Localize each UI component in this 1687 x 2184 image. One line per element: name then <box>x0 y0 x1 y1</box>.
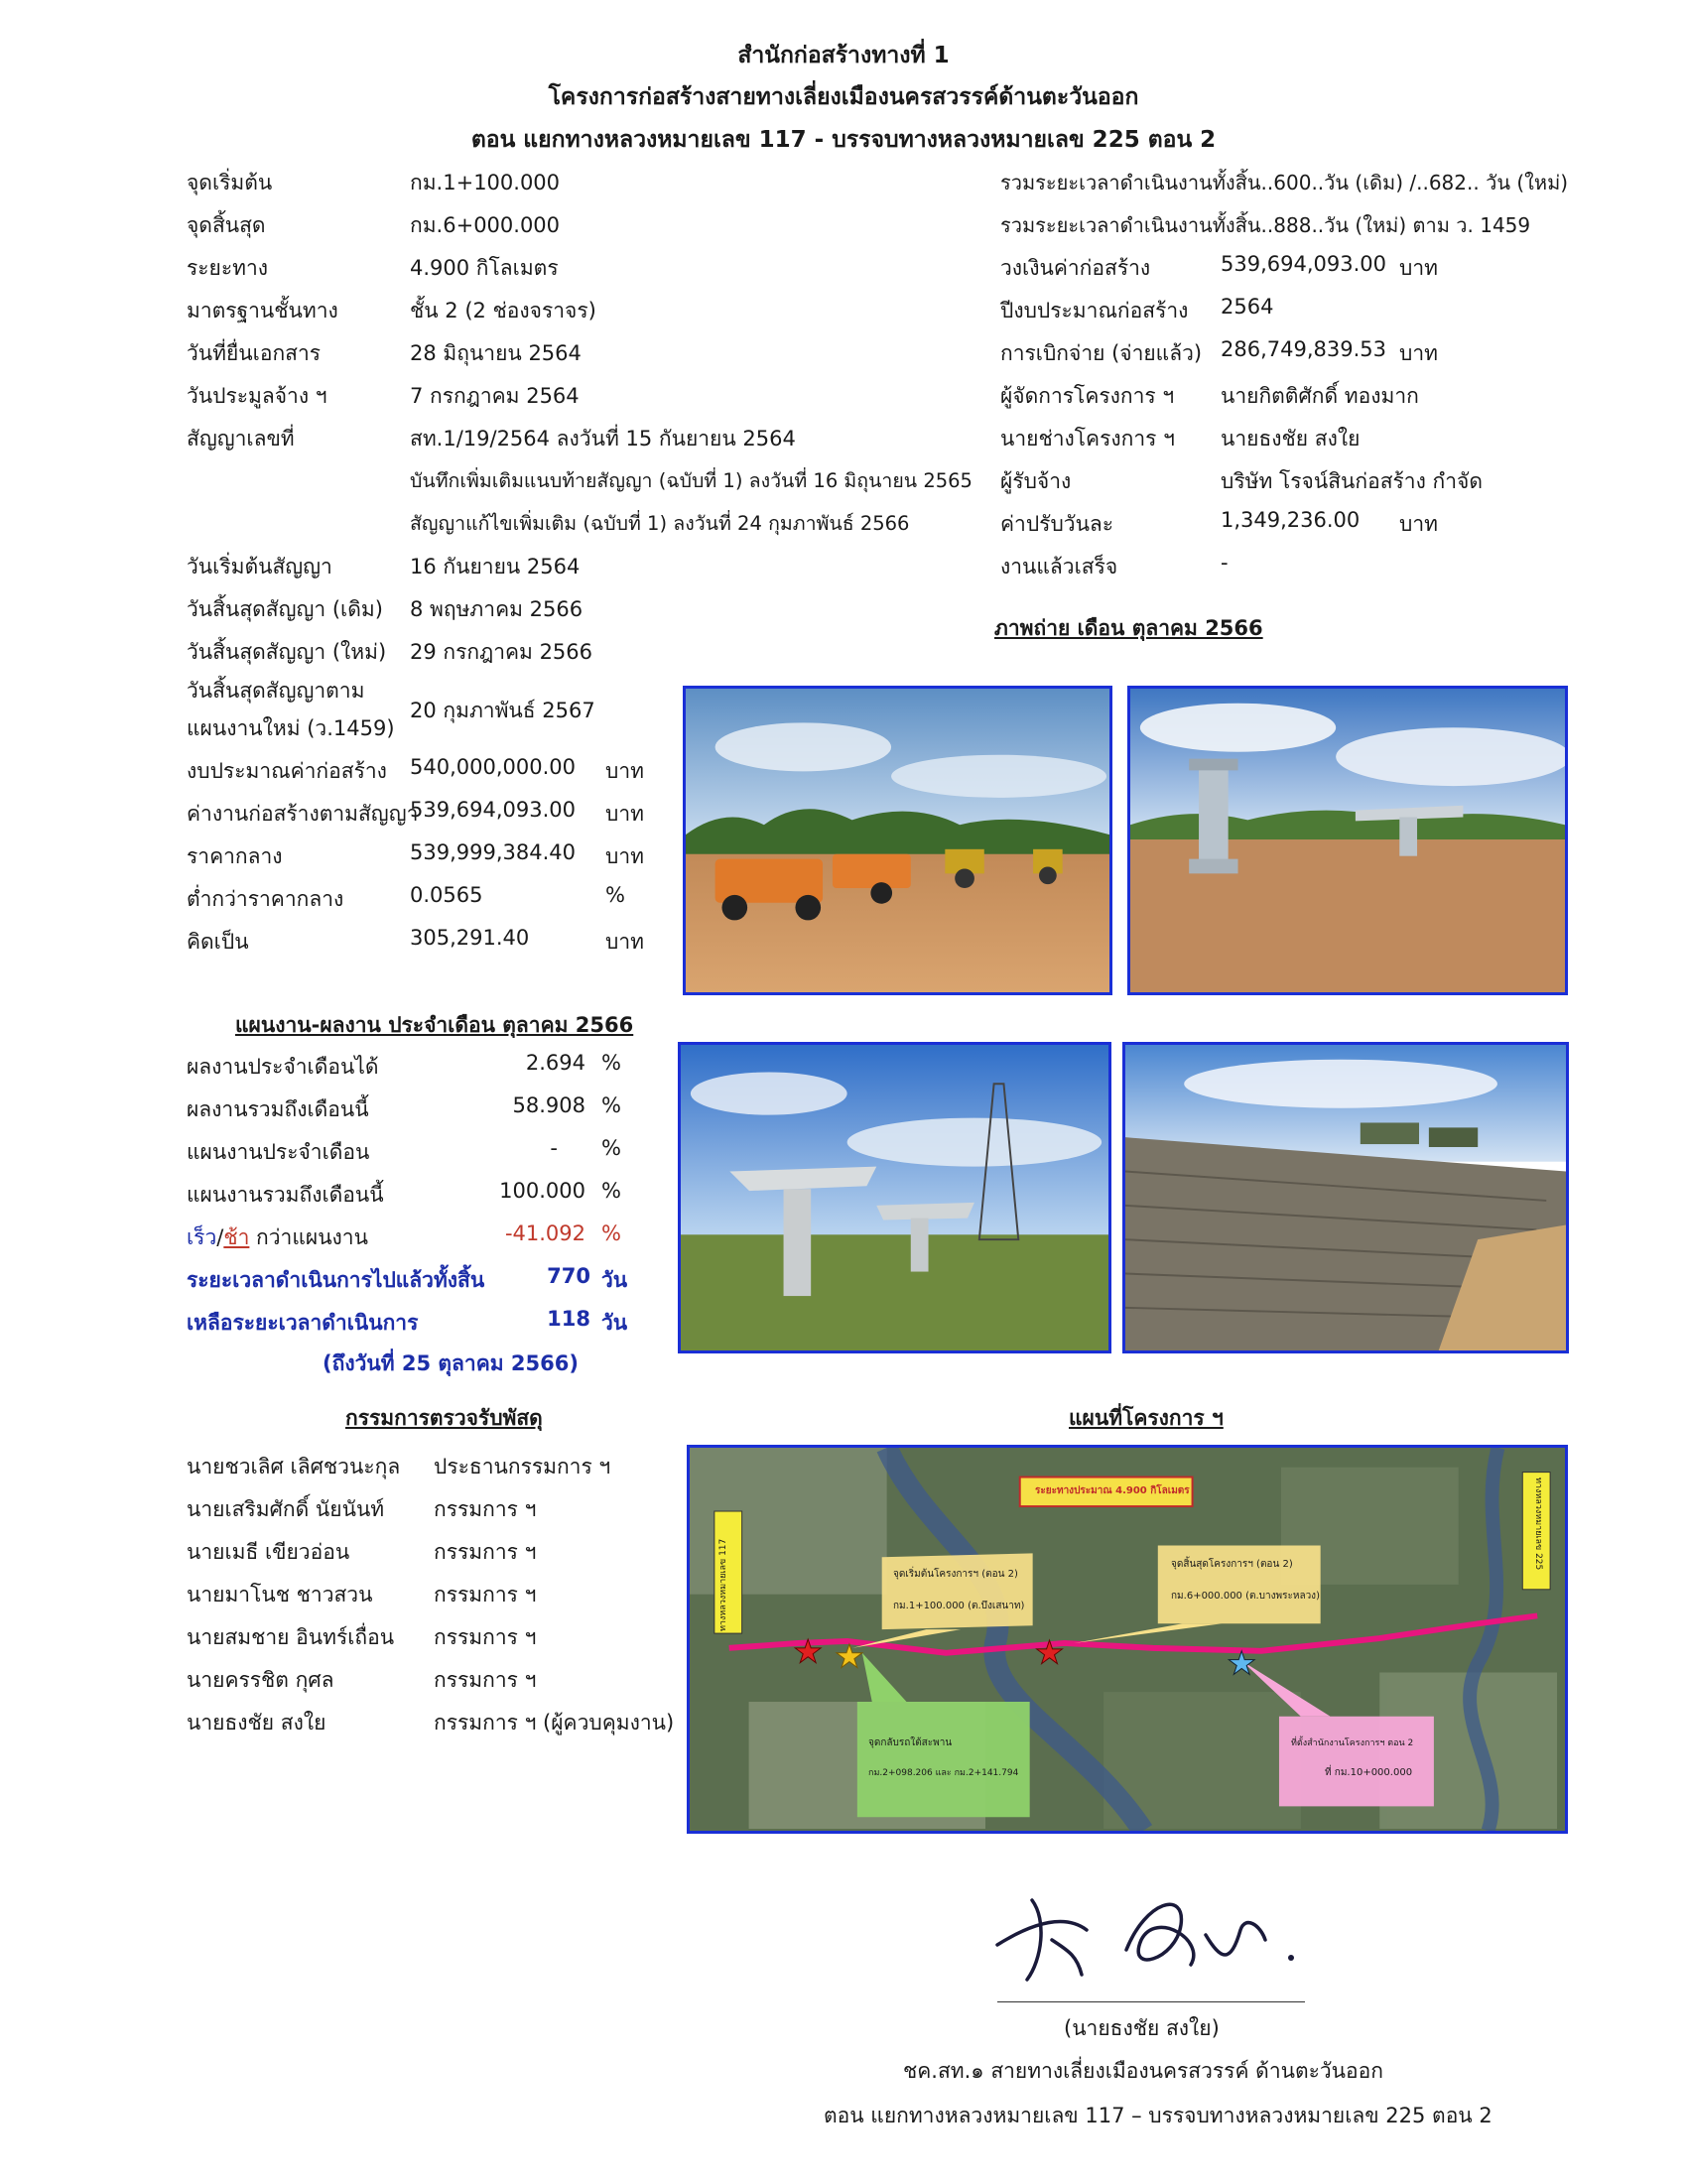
progress-label: ผลงานประจำเดือนได้ <box>187 1055 379 1079</box>
date-value: 29 กรกฎาคม 2566 <box>410 640 593 664</box>
new-plan-value: 20 กุมภาพันธ์ 2567 <box>410 699 595 722</box>
money-unit: บาท <box>605 844 644 868</box>
member-role: กรรมการ ฯ <box>434 1668 537 1692</box>
remaining-unit: วัน <box>601 1311 628 1335</box>
map-title: แผนที่โครงการ ฯ <box>1069 1406 1224 1430</box>
map-office-km: ที่ กม.10+000.000 <box>1325 1767 1413 1778</box>
signature-image <box>977 1880 1315 1999</box>
member-name: นายชวเลิศ เลิศชวนะกุล <box>187 1455 401 1478</box>
money-label: ต่ำกว่าราคากลาง <box>187 887 344 911</box>
remaining-value: 118 <box>547 1307 590 1331</box>
right-label: ผู้รับจ้าง <box>1000 469 1072 493</box>
signer-section: ตอน แยกทางหลวงหมายเลข 117 – บรรจบทางหลวงหมายเลข 225 ตอน 2 <box>824 2104 1492 2127</box>
contract-note: บันทึกเพิ่มเติมแนบท้ายสัญญา (ฉบับที่ 1) ลงวันที่ 16 มิถุนายน 2565 <box>410 469 973 492</box>
remaining-label: เหลือระยะเวลาดำเนินการ <box>187 1311 419 1335</box>
vs-plan-label: กว่าแผนงาน <box>249 1225 368 1249</box>
progress-value: 2.694 <box>525 1051 585 1075</box>
progress-value: - <box>550 1136 558 1160</box>
info-label: วันประมูลจ้าง ฯ <box>187 384 327 408</box>
info-label: จุดสิ้นสุด <box>187 213 266 237</box>
info-value: กม.1+100.000 <box>410 171 561 194</box>
info-label: ระยะทาง <box>187 256 269 280</box>
header-line-2: โครงการก่อสร้างสายทางเลี่ยงเมืองนครสวรรค์ด้านตะวันออก <box>548 84 1139 110</box>
photo-road-grading-image <box>686 689 1109 992</box>
right-label: งานแล้วเสร็จ <box>1000 555 1118 578</box>
right-unit: บาท <box>1399 256 1438 280</box>
money-value: 540,000,000.00 <box>410 755 576 779</box>
right-unit: บาท <box>1399 512 1438 536</box>
duration-new: รวมระยะเวลาดำเนินงานทั้งสิ้น..888..วัน (ใหม่) ตาม ว. 1459 <box>1000 213 1531 237</box>
photo-slope-protection <box>1122 1042 1569 1353</box>
right-label: การเบิกจ่าย (จ่ายแล้ว) <box>1000 341 1203 365</box>
duration-old-new: รวมระยะเวลาดำเนินงานทั้งสิ้น..600..วัน (เดิม) /..682.. วัน (ใหม่) <box>1000 171 1569 194</box>
money-value: 305,291.40 <box>410 926 530 950</box>
info-value: ชั้น 2 (2 ช่องจราจร) <box>410 299 596 322</box>
right-label: วงเงินค่าก่อสร้าง <box>1000 256 1151 280</box>
right-value: บริษัท โรจน์สินก่อสร้าง กำจัด <box>1221 469 1483 493</box>
money-unit: บาท <box>605 802 644 826</box>
progress-label: แผนงานรวมถึงเดือนนี้ <box>187 1183 384 1207</box>
member-role: กรรมการ ฯ <box>434 1540 537 1564</box>
progress-label: ผลงานรวมถึงเดือนนี้ <box>187 1097 369 1121</box>
member-name: นายเสริมศักดิ์ นัยนันท์ <box>187 1497 385 1521</box>
progress-unit: % <box>601 1136 621 1160</box>
photo-pier-caps-image <box>681 1045 1108 1350</box>
info-label: จุดเริ่มต้น <box>187 171 273 194</box>
progress-value: 58.908 <box>512 1093 585 1117</box>
info-value: สท.1/19/2564 ลงวันที่ 15 กันยายน 2564 <box>410 427 796 450</box>
map-start-km: กม.1+100.000 (ต.บึงเสนาท) <box>893 1601 1025 1611</box>
money-value: 539,999,384.40 <box>410 840 576 864</box>
member-role: กรรมการ ฯ <box>434 1497 537 1521</box>
member-role: ประธานกรรมการ ฯ <box>434 1455 611 1478</box>
header-line-3: ตอน แยกทางหลวงหมายเลข 117 - บรรจบทางหลวงหมายเลข 225 ตอน 2 <box>470 127 1217 153</box>
member-role: กรรมการ ฯ (ผู้ควบคุมงาน) <box>434 1711 675 1734</box>
money-unit: บาท <box>605 930 644 954</box>
map-distance-label: ระยะทางประมาณ 4.900 กิโลเมตร <box>1035 1485 1190 1496</box>
as-of-date: (ถึงวันที่ 25 ตุลาคม 2566) <box>323 1351 579 1375</box>
progress-label: แผนงานประจำเดือน <box>187 1140 370 1164</box>
map-start-title: จุดเริ่มต้นโครงการฯ (ตอน 2) <box>893 1569 1018 1580</box>
info-label: สัญญาเลขที่ <box>187 427 295 450</box>
fast-slow-label <box>187 1221 368 1254</box>
elapsed-unit: วัน <box>601 1268 628 1292</box>
member-name: นายครรชิต กุศล <box>187 1668 334 1692</box>
signature-line <box>997 2001 1305 2002</box>
right-value: 539,694,093.00 <box>1221 252 1386 276</box>
right-value: 286,749,839.53 <box>1221 337 1386 361</box>
money-value: 539,694,093.00 <box>410 798 576 822</box>
photo-section-title: ภาพถ่าย เดือน ตุลาคม 2566 <box>994 616 1263 640</box>
photo-bridge-pier <box>1127 686 1568 995</box>
committee-title: กรรมการตรวจรับพัสดุ <box>345 1406 543 1430</box>
photo-slope-protection-image <box>1125 1045 1566 1350</box>
money-label: งบประมาณค่าก่อสร้าง <box>187 759 387 783</box>
right-value: 1,349,236.00 <box>1221 508 1361 532</box>
info-value: กม.6+000.000 <box>410 213 561 237</box>
photo-bridge-pier-image <box>1130 689 1565 992</box>
fast-label: เร็ว <box>187 1225 217 1249</box>
right-label: ผู้จัดการโครงการ ฯ <box>1000 384 1175 408</box>
header-line-1: สำนักก่อสร้างทางที่ 1 <box>737 43 950 68</box>
date-label: วันสิ้นสุดสัญญา (ใหม่) <box>187 640 387 664</box>
map-cross-title: จุดกลับรถใต้สะพาน <box>868 1737 953 1748</box>
map-hw117-label: ทางหลวงหมายเลข 117 <box>718 1538 728 1631</box>
map-end-km: กม.6+000.000 (ต.บางพระหลวง) <box>1171 1591 1320 1602</box>
date-label: วันเริ่มต้นสัญญา <box>187 555 332 578</box>
progress-unit: % <box>601 1179 621 1203</box>
right-label: ปีงบประมาณก่อสร้าง <box>1000 299 1189 322</box>
new-plan-label-1: วันสิ้นสุดสัญญาตาม <box>187 679 365 703</box>
right-label: ค่าปรับวันละ <box>1000 512 1114 536</box>
info-label: วันที่ยื่นเอกสาร <box>187 341 322 365</box>
money-label: ค่างานก่อสร้างตามสัญญา <box>187 802 419 826</box>
photo-road-grading <box>683 686 1112 995</box>
date-value: 16 กันยายน 2564 <box>410 555 581 578</box>
slow-label: ช้า <box>223 1225 250 1249</box>
map-office-title: ที่ตั้งสำนักงานโครงการฯ ตอน 2 <box>1291 1738 1414 1748</box>
signer-name: (นายธงชัย สงใย) <box>1064 2016 1220 2040</box>
progress-value: 100.000 <box>499 1179 585 1203</box>
member-name: นายเมธี เขียวอ่อน <box>187 1540 350 1564</box>
slash: / <box>216 1225 224 1249</box>
new-plan-label-2: แผนงานใหม่ (ว.1459) <box>187 716 395 740</box>
money-unit: บาท <box>605 759 644 783</box>
elapsed-label: ระยะเวลาดำเนินการไปแล้วทั้งสิ้น <box>187 1268 485 1292</box>
date-label: วันสิ้นสุดสัญญา (เดิม) <box>187 597 383 621</box>
member-name: นายสมชาย อินทร์เถื่อน <box>187 1625 395 1649</box>
contract-note: สัญญาแก้ไขเพิ่มเติม (ฉบับที่ 1) ลงวันที่ 24 กุมภาพันธ์ 2566 <box>410 512 910 535</box>
progress-title: แผนงาน-ผลงาน ประจำเดือน ตุลาคม 2566 <box>235 1013 634 1037</box>
right-label: นายช่างโครงการ ฯ <box>1000 427 1175 450</box>
info-value: 28 มิถุนายน 2564 <box>410 341 582 365</box>
progress-unit: % <box>601 1051 621 1075</box>
right-unit: บาท <box>1399 341 1438 365</box>
member-name: นายธงชัย สงใย <box>187 1711 326 1734</box>
diff-value: -41.092 <box>504 1221 585 1245</box>
right-value: 2564 <box>1221 295 1274 319</box>
project-map <box>687 1445 1568 1834</box>
member-name: นายมาโนช ชาวสวน <box>187 1583 373 1606</box>
money-label: คิดเป็น <box>187 930 249 954</box>
photo-pier-caps <box>678 1042 1111 1353</box>
member-role: กรรมการ ฯ <box>434 1583 537 1606</box>
member-role: กรรมการ ฯ <box>434 1625 537 1649</box>
elapsed-value: 770 <box>547 1264 590 1288</box>
signer-position: ชค.สท.๑ สายทางเลี่ยงเมืองนครสวรรค์ ด้านตะวันออก <box>903 2059 1383 2083</box>
right-value: - <box>1221 551 1229 575</box>
money-unit: % <box>605 883 625 907</box>
right-value: นายธงชัย สงใย <box>1221 427 1361 450</box>
info-value: 4.900 กิโลเมตร <box>410 256 559 280</box>
map-hw225-label: ทางหลวงหมายเลข 225 <box>1533 1477 1543 1571</box>
info-label: มาตรฐานชั้นทาง <box>187 299 338 322</box>
diff-unit: % <box>601 1221 621 1245</box>
info-value: 7 กรกฎาคม 2564 <box>410 384 580 408</box>
money-label: ราคากลาง <box>187 844 283 868</box>
right-value: นายกิตติศักดิ์ ทองมาก <box>1221 384 1419 408</box>
map-cross-km: กม.2+098.206 และ กม.2+141.794 <box>868 1768 1019 1778</box>
project-map-image <box>690 1448 1565 1831</box>
date-value: 8 พฤษภาคม 2566 <box>410 597 584 621</box>
money-value: 0.0565 <box>410 883 483 907</box>
progress-unit: % <box>601 1093 621 1117</box>
map-end-title: จุดสิ้นสุดโครงการฯ (ตอน 2) <box>1171 1559 1293 1570</box>
